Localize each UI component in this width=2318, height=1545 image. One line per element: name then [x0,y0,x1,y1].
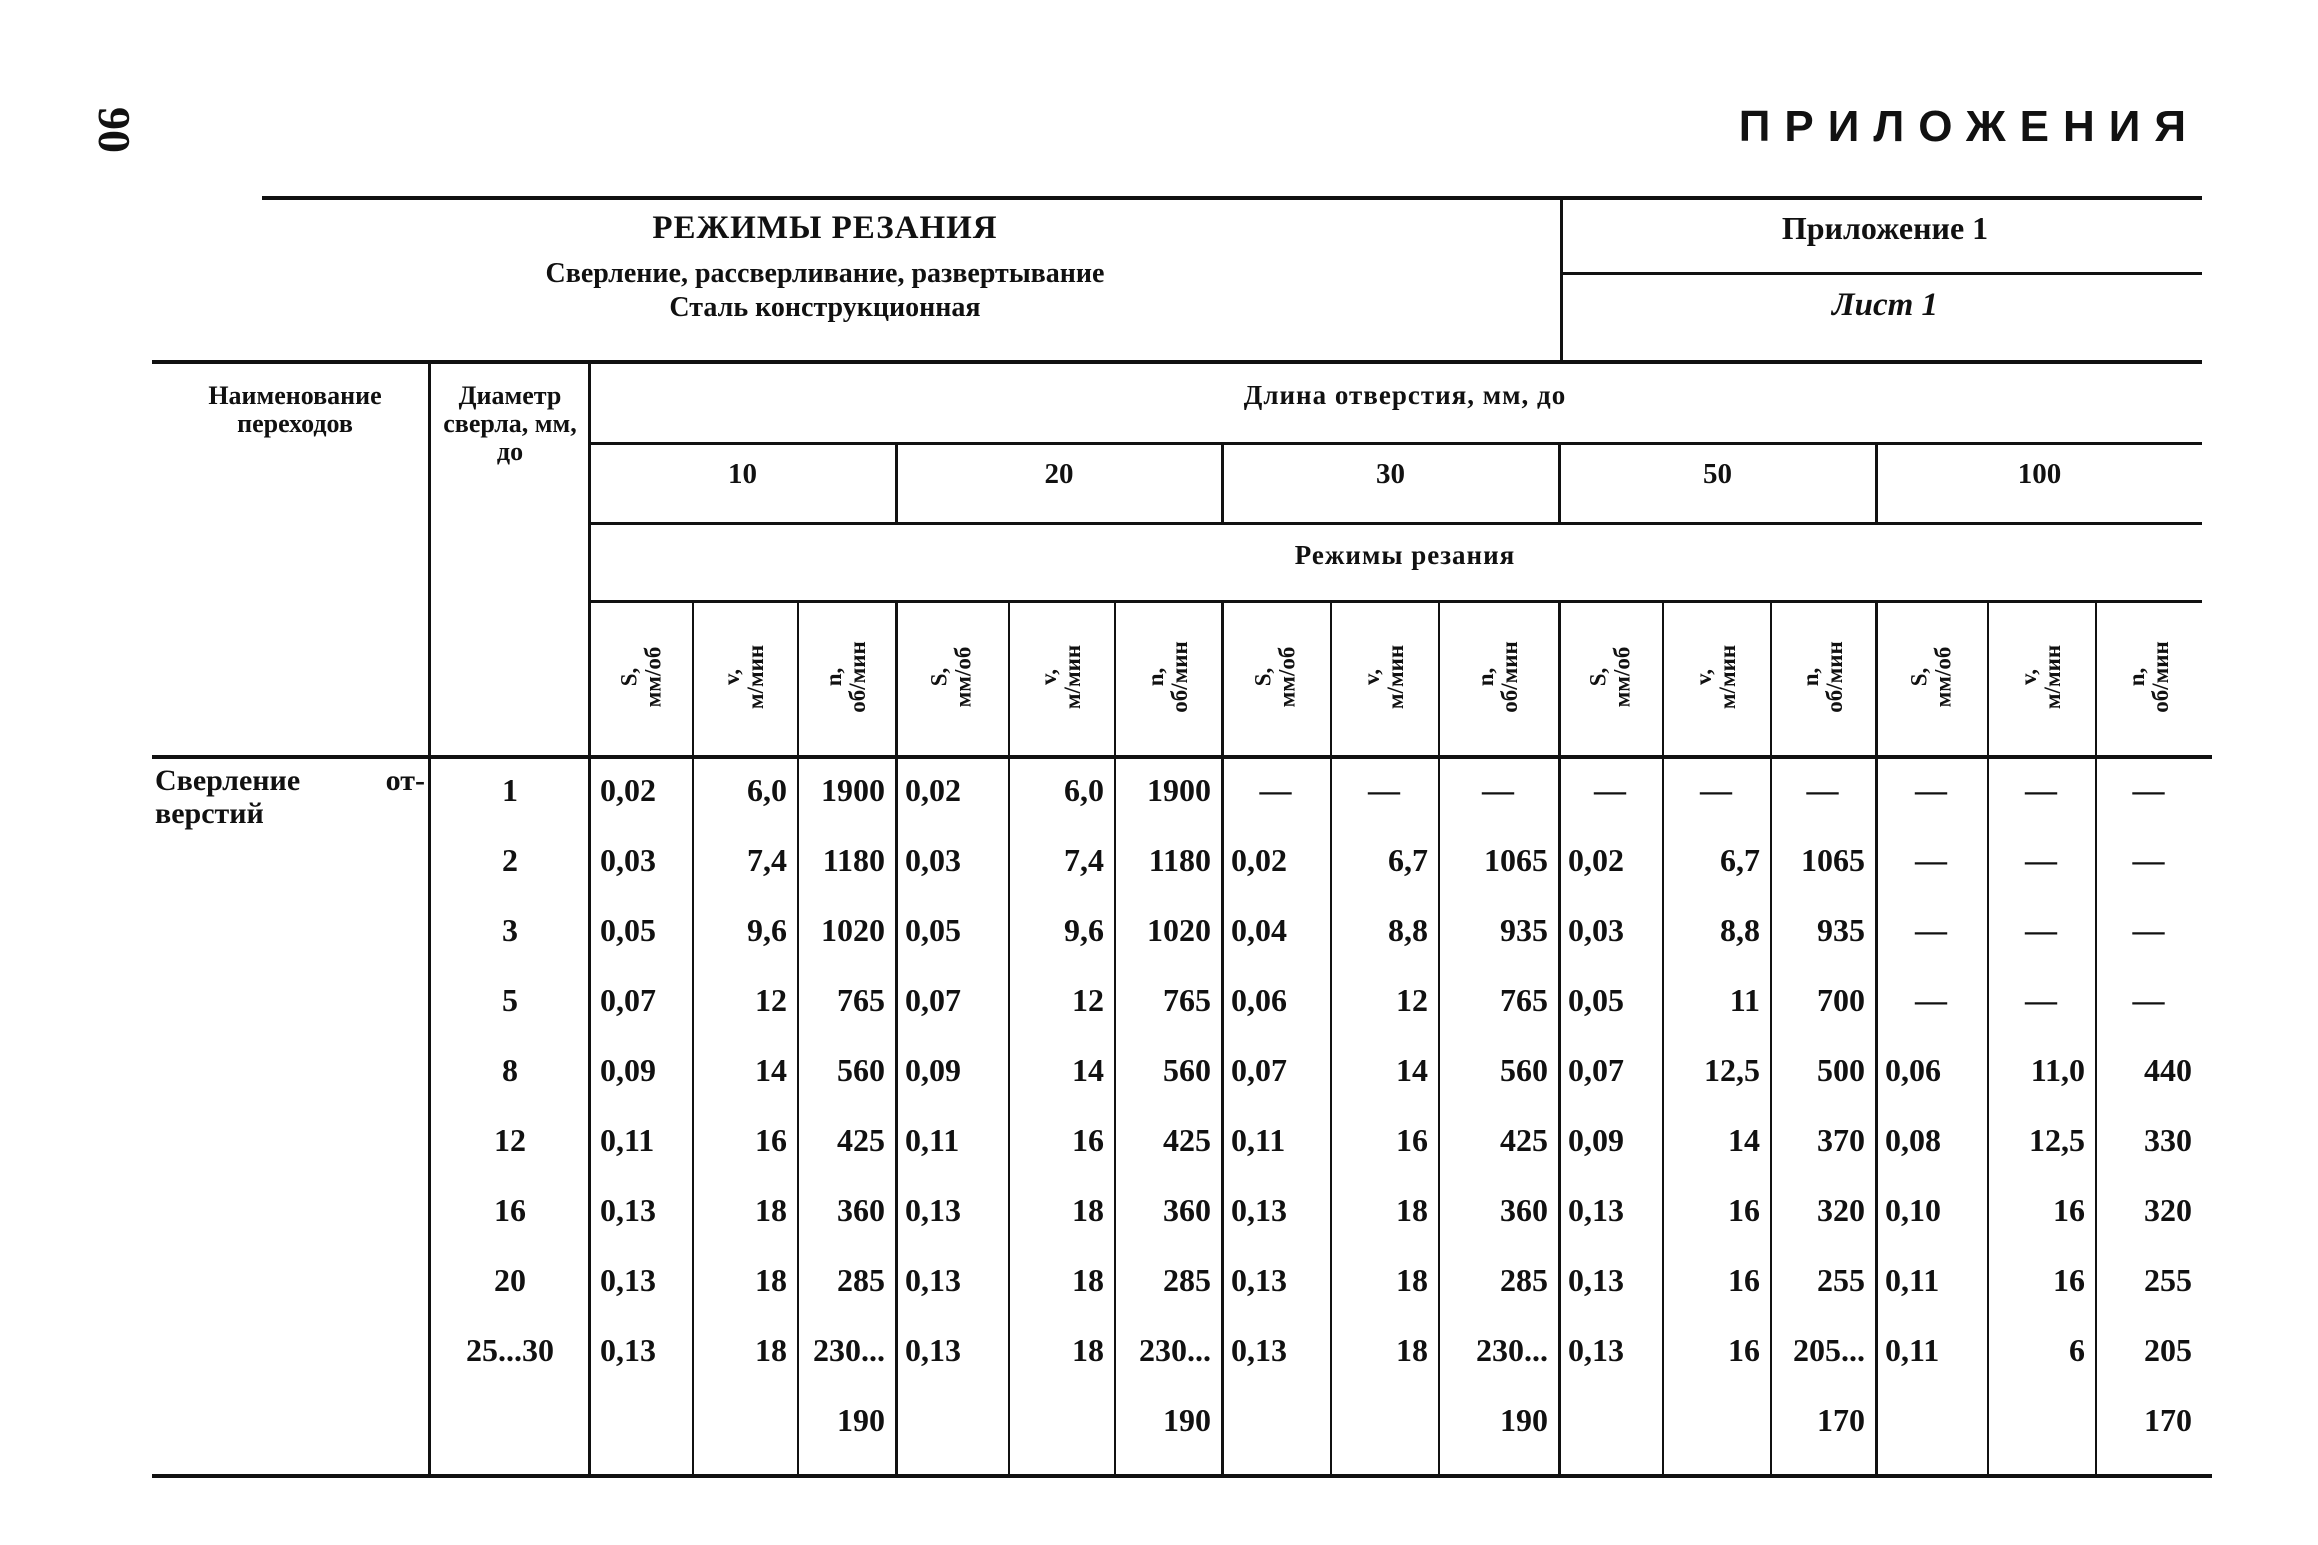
table-cell: 0,06 [1885,1052,1941,1088]
param-header-n: n, об/мин [1473,641,1522,713]
table-cell: 18 [1072,1332,1104,1368]
operation-name-line2: верстий [155,797,264,830]
table-cell: 12,5 [2029,1122,2085,1158]
table-cell: 0,13 [905,1192,961,1228]
table-cell: 0,13 [1231,1332,1287,1368]
table-cell: 11 [1729,982,1760,1018]
document-subtitle-material: Сталь конструкционная [669,292,981,323]
table-cell: 18 [755,1332,787,1368]
table-cell: 18 [1396,1332,1428,1368]
table-cell: 8,8 [1720,912,1760,948]
table-cell: 190 [1500,1402,1548,1438]
table-cell: 170 [2144,1402,2192,1438]
table-cell: 1020 [821,912,885,948]
table-cell: 0,11 [600,1122,655,1158]
table-cell: 0,13 [905,1262,961,1298]
table-cell [600,1400,682,1440]
table-cell: 14 [1396,1052,1428,1088]
length-header-50: 50 [1703,458,1732,490]
table-cell: 0,03 [1568,912,1624,948]
table-cell: 170 [1817,1402,1865,1438]
table-cell [1340,1400,1428,1440]
table-cell: 320 [1817,1192,1865,1228]
table-cell: 12 [1072,982,1104,1018]
operation-name-line1: Сверление от- [155,764,425,797]
table-cell: — [2025,982,2057,1018]
table-cell: 0,13 [905,1332,961,1368]
table-cell: 560 [1500,1052,1548,1088]
sheet-label: Лист 1 [1831,287,1939,323]
table-cell: 14 [1072,1052,1104,1088]
table-cell: 765 [837,982,885,1018]
table-cell: — [1915,912,1947,948]
table-cell: 285 [837,1262,885,1298]
table-cell: 0,10 [1885,1192,1941,1228]
table-cell: 6,7 [1720,842,1760,878]
diameter-cell: 2 [502,842,518,878]
table-cell: 255 [1817,1262,1865,1298]
table-cell: 9,6 [1064,912,1104,948]
table-cell: 360 [837,1192,885,1228]
table-cell: — [1915,982,1947,1018]
table-cell: — [1259,772,1292,808]
document-title: РЕЖИМЫ РЕЗАНИЯ [652,210,998,246]
table-cell: — [2132,772,2165,808]
header-hole-length: Длина отверстия, мм, до [1243,380,1567,410]
table-cell: 560 [837,1052,885,1088]
table-cell: 6,0 [747,772,787,808]
table-cell [1568,1400,1652,1440]
table-cell: 16 [1396,1122,1428,1158]
table-cell: — [2132,982,2165,1018]
table-cell: 18 [1396,1262,1428,1298]
table-cell: 12 [755,982,787,1018]
param-header-s: S, мм/об [1905,646,1955,708]
table-cell: — [1482,772,1514,808]
table-cell: 0,11 [1885,1332,1940,1368]
table-cell: 360 [1500,1192,1548,1228]
table-cell: 0,09 [905,1052,961,1088]
length-header-100: 100 [2017,458,2062,490]
table-cell: 765 [1163,982,1211,1018]
table-cell: 230... [1476,1332,1548,1368]
table-cell: 0,13 [1231,1192,1287,1228]
table-cell: — [1915,772,1947,808]
table-cell: 6 [2069,1332,2085,1368]
table-cell: 1900 [1147,772,1211,808]
table-cell: 560 [1163,1052,1211,1088]
table-cell: 765 [1500,982,1548,1018]
table-cell: 190 [837,1402,885,1438]
table-cell: 16 [2053,1262,2085,1298]
table-cell: 320 [2144,1192,2192,1228]
table-cell: 0,05 [1568,982,1624,1018]
header-cutting-modes: Режимы резания [1294,540,1516,570]
param-header-v: v, м/мин [2015,644,2065,710]
table-cell: 0,02 [905,772,961,808]
table-cell: 370 [1817,1122,1865,1158]
table-cell: 500 [1817,1052,1865,1088]
table-cell: 12,5 [1704,1052,1760,1088]
table-cell: 0,13 [1568,1262,1624,1298]
diameter-cell: 16 [494,1192,526,1228]
length-header-20: 20 [1044,458,1074,490]
table-cell: — [2025,912,2057,948]
table-cell: 0,07 [1231,1052,1287,1088]
table-cell: 0,05 [600,912,656,948]
table-cell: 18 [755,1192,787,1228]
page-number: 90 [89,107,140,153]
diameter-cell: 3 [502,912,518,948]
table-cell: 935 [1817,912,1865,948]
table-cell: 8,8 [1388,912,1428,948]
table-cell: 14 [755,1052,787,1088]
table-cell: 16 [1728,1262,1760,1298]
table-cell: — [2025,772,2057,808]
table-cell: 1900 [821,772,885,808]
param-header-n: n, об/мин [1142,641,1192,713]
table-cell: 1180 [1148,842,1211,878]
param-header-v: v, м/мин [1358,644,1408,710]
table-cell: 0,13 [1568,1192,1624,1228]
table-cell: 0,11 [905,1122,960,1158]
table-cell: 0,13 [600,1332,656,1368]
table-cell: 0,03 [905,842,961,878]
table-cell: 0,02 [1568,842,1624,878]
table-cell: 0,11 [1231,1122,1286,1158]
param-header-s: S, мм/об [615,646,665,708]
table-cell: 0,06 [1231,982,1287,1018]
table-cell: 0,13 [1568,1332,1624,1368]
table-cell: — [2132,912,2165,948]
table-cell: 11,0 [2030,1052,2085,1088]
table-cell: 16 [1728,1192,1760,1228]
diameter-cell: 1 [502,772,518,808]
table-cell: — [2025,842,2057,878]
table-cell: 18 [1072,1262,1104,1298]
table-cell: 330 [2144,1122,2192,1158]
table-cell: 0,02 [600,772,656,808]
table-cell: 0,07 [1568,1052,1624,1088]
table-cell: 6,7 [1388,842,1428,878]
table-cell: 1180 [822,842,885,878]
table-cell [1018,1400,1104,1440]
table-cell: 205... [1793,1332,1865,1368]
table-cell: 190 [1163,1402,1211,1438]
diameter-cell [440,1400,580,1440]
table-cell: 0,07 [600,982,656,1018]
document-subtitle-operations: Сверление, рассверливание, развертывание [545,258,1105,289]
table-cell: 0,09 [1568,1122,1624,1158]
param-header-n: n, об/мин [1797,641,1847,713]
table-cell: 285 [1500,1262,1548,1298]
table-cell: — [1368,772,1400,808]
table-cell [1885,1400,1977,1440]
table-cell: 16 [755,1122,787,1158]
table-cell: 425 [1163,1122,1211,1158]
table-cell: 18 [1072,1192,1104,1228]
table-cell: 205 [2144,1332,2192,1368]
table-cell [1672,1400,1760,1440]
section-title: ПРИЛОЖЕНИЯ [1738,102,2200,151]
table-cell: 0,13 [600,1192,656,1228]
param-header-v: v, м/мин [1690,644,1740,710]
table-cell: 0,05 [905,912,961,948]
table-cell: 16 [1072,1122,1104,1158]
table-cell: 16 [1728,1332,1760,1368]
table-cell: 285 [1163,1262,1211,1298]
table-cell: 7,4 [1064,842,1104,878]
appendix-label: Приложение 1 [1781,210,1989,246]
table-cell: 0,11 [1885,1262,1940,1298]
table-cell: — [2132,842,2165,878]
table-cell: 0,07 [905,982,961,1018]
table-cell: — [1594,772,1626,808]
column-header-operation: Наименование переходов [208,381,382,438]
table-cell: 18 [755,1262,787,1298]
table-cell: 440 [2144,1052,2192,1088]
column-header-diameter: Диаметр сверла, мм, до [443,381,577,466]
table-cell: 0,04 [1231,912,1287,948]
table-cell [1997,1400,2085,1440]
table-cell: 700 [1817,982,1865,1018]
param-header-v: v, м/мин [719,644,769,710]
table-cell: 0,02 [1231,842,1287,878]
table-cell: 1065 [1801,842,1865,878]
param-header-s: S, мм/об [926,646,976,708]
table-cell: 9,6 [747,912,787,948]
table-cell: 935 [1500,912,1548,948]
table-cell: — [1915,842,1947,878]
table-cell: 6,0 [1064,772,1104,808]
length-header-10: 10 [728,458,757,490]
diameter-cell: 8 [502,1052,518,1088]
param-header-v: v, м/мин [1035,644,1085,710]
table-cell: — [1806,772,1839,808]
table-cell: 18 [1396,1192,1428,1228]
length-header-30: 30 [1376,458,1405,490]
table-cell [1231,1400,1320,1440]
diameter-cell: 12 [494,1122,526,1158]
table-cell: 425 [837,1122,885,1158]
table-cell: 1065 [1484,842,1548,878]
table-cell: 230... [813,1332,885,1368]
diameter-cell: 20 [494,1262,526,1298]
param-header-n: n, об/мин [2123,641,2173,713]
table-cell: 0,13 [1231,1262,1287,1298]
table-cell: 425 [1500,1122,1548,1158]
table-cell: 14 [1728,1122,1760,1158]
table-cell: 1020 [1147,912,1211,948]
table-cell: 255 [2144,1262,2192,1298]
param-header-s: S, мм/об [1250,646,1300,708]
table-cell: 0,08 [1885,1122,1941,1158]
table-cell: 7,4 [747,842,787,878]
diameter-cell: 25...30 [466,1332,554,1368]
table-cell: 16 [2053,1192,2085,1228]
diameter-cell: 5 [502,982,518,1018]
table-cell: 0,09 [600,1052,656,1088]
table-cell: 0,13 [600,1262,656,1298]
table-cell: 12 [1396,982,1428,1018]
param-header-n: n, об/мин [821,641,870,713]
table-cell: 360 [1163,1192,1211,1228]
table-cell: 230... [1139,1332,1211,1368]
param-header-s: S, мм/об [1584,646,1634,708]
table-cell: 0,03 [600,842,656,878]
table-cell: — [1700,772,1732,808]
table-cell [905,1400,998,1440]
table-cell [702,1400,787,1440]
